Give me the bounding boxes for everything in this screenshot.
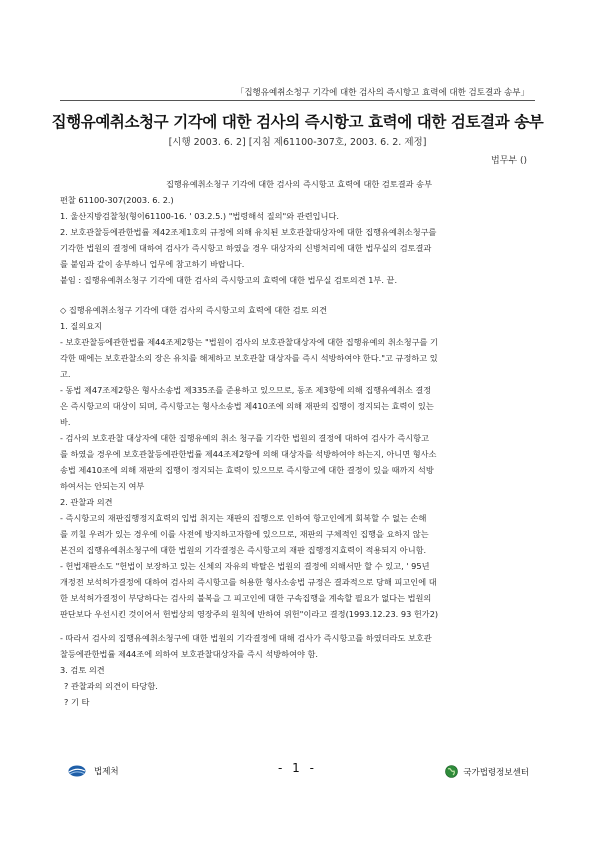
- paragraph-continuation: 바.: [60, 417, 71, 427]
- paragraph: - 검사의 보호관찰 대상자에 대한 집행유예의 취소 청구를 기각한 법원의 결정에 대하여 검사가 즉시항고: [60, 433, 429, 443]
- paragraph: - 보호관찰등에관한법률 제44조제2항는 "법원이 검사의 보호관찰대상자에 대한 집행유예의 취소청구를 기: [60, 337, 438, 347]
- page-number: - 1 -: [278, 761, 317, 775]
- paragraph-continuation: 송법 제410조에 의해 재판의 집행이 정지되는 효력이 있으므로 즉시항고에 대한 결정이 있을 때까지 석방: [60, 465, 434, 475]
- paragraph: - 즉시항고의 재판집행정지효력의 입법 취지는 재판의 집행으로 인하여 항고인에게 회복할 수 없는 손해: [60, 513, 427, 523]
- paragraph: 2. 보호관찰등에관한법률 제42조제1호의 규정에 의해 유치된 보호관찰대상자에 대한 집행유예취소청구를: [60, 227, 437, 237]
- paragraph: - 헌법재판소도 "헌법이 보장하고 있는 신체의 자유의 박탈은 법원의 결정에 의해서만 할 수 있고, ' 95년: [60, 561, 430, 571]
- section-heading: 3. 검토 의견: [60, 665, 105, 675]
- enactment-info: [시행 2003. 6. 2] [지침 제61100-307호, 2003. 6. 2. 제정]: [168, 137, 427, 148]
- document-number: 편찰 61100-307(2003. 6. 2.): [60, 195, 174, 205]
- paragraph-continuation: 하여서는 안되는지 여부: [60, 481, 145, 491]
- paragraph-continuation: 고.: [60, 369, 71, 379]
- section-heading: 2. 관찰과 의견: [60, 497, 113, 507]
- footer-left-text: 법제처: [94, 767, 119, 777]
- list-item: ? 기 타: [64, 697, 90, 707]
- running-head: 「집행유예취소청구 기각에 대한 검사의 즉시항고 효력에 대한 검토결과 송부」: [235, 88, 529, 98]
- document-title: 집행유예취소청구 기각에 대한 검사의 즉시항고 효력에 대한 검토결과 송부: [51, 113, 544, 131]
- opinion-heading: ◇ 집행유예취소청구 기각에 대한 검사의 즉시항고의 효력에 대한 검토 의견: [60, 305, 327, 315]
- paragraph-continuation: 를 붙임과 같이 송부하니 업무에 참고하기 바랍니다.: [60, 259, 245, 269]
- section-heading: 1. 질의요지: [60, 321, 103, 331]
- footer-right-text: 국가법령정보센터: [463, 767, 529, 778]
- paragraph-continuation: 본건의 집행유예취소청구에 대한 법원의 기각결정은 즉시항고의 재판 집행정지효력이 적용되지 아니함.: [60, 545, 427, 555]
- paragraph-continuation: 한 보석허가결정이 부당하다는 검사의 불복을 그 피고인에 대한 구속집행을 계속할 필요가 없다는 법원의: [60, 593, 432, 603]
- paragraph-continuation: 개정전 보석허가결정에 대하여 검사의 즉시항고를 허용한 형사소송법 규정은 결과적으로 당해 피고인에 대: [60, 577, 437, 587]
- paragraph-continuation: 찰등에관한법률 제44조에 의하여 보호관찰대상자를 즉시 석방하여야 함.: [60, 649, 319, 659]
- paragraph-continuation: 를 끼칠 우려가 있는 경우에 이를 사전에 방지하고자함에 있으므로, 재판의 구체적인 집행을 요하지 않는: [60, 529, 429, 539]
- header-rule: [60, 100, 535, 101]
- paragraph: 1. 울산지방검찰청(형이61100-16. ' 03.2.5.) "법령해석 질의"와 관련입니다.: [60, 211, 339, 221]
- paragraph-continuation: 은 즉시항고의 대상이 되며, 즉시항고는 형사소송법 제410조에 의해 재판의 집행이 정지되는 효력이 있는: [60, 401, 434, 411]
- paragraph-continuation: 기각한 법원의 결정에 대하여 검사가 즉시항고 하였을 경우 대상자의 신병처리에 대한 법무실의 검토결과: [60, 243, 432, 253]
- paragraph: - 따라서 검사의 집행유예취소청구에 대한 법원의 기각결정에 대해 검사가 즉시항고를 하였더라도 보호관: [60, 633, 432, 643]
- paragraph-continuation: 를 하였을 경우에 보호관찰등에관한법률 제44조제2항에 의해 대상자를 석방하여야 하는지, 아니면 형사소: [60, 449, 437, 459]
- department-label: 법무부 (): [491, 156, 527, 166]
- paragraph-continuation: 판단보다 우선시킨 것이어서 헌법상의 영장주의 원칙에 반하여 위헌"이라고 결정(1993.12.23. 93 헌가2): [60, 609, 439, 619]
- attachment-line: 붙임 : 집행유예취소청구 기각에 대한 검사의 즉시항고의 효력에 대한 법무실 검토의견 1부. 끝.: [60, 275, 398, 285]
- list-item: ? 관찰과의 의견이 타당함.: [64, 681, 158, 691]
- footer-right: [445, 765, 529, 778]
- subject-line: 집행유예취소청구 기각에 대한 검사의 즉시항고 효력에 대한 검토결과 송부: [165, 179, 432, 189]
- document-body: [60, 176, 538, 710]
- paragraph: - 동법 제47조제2항은 형사소송법 제335조를 준용하고 있으므로, 동조 제3항에 의해 집행유예취소 결정: [60, 385, 432, 395]
- paragraph-continuation: 각한 때에는 보호관찰소의 장은 유치를 해제하고 보호관찰 대상자를 즉시 석방하여야 한다."고 규정하고 있: [60, 353, 438, 363]
- globe-icon: [445, 765, 458, 778]
